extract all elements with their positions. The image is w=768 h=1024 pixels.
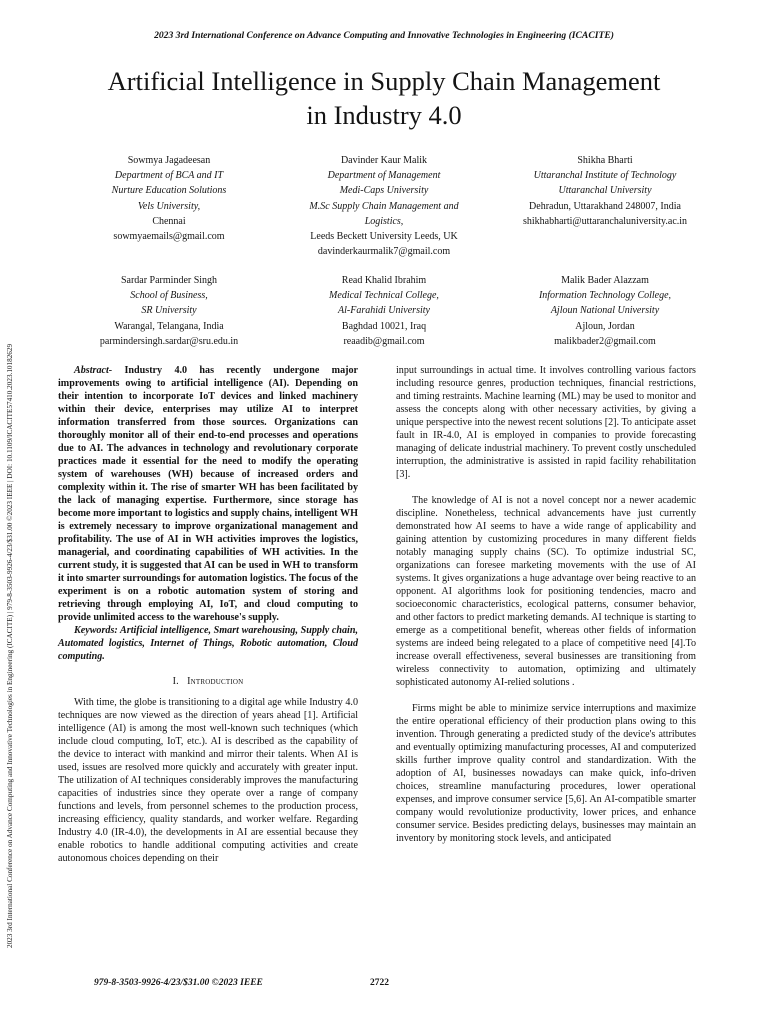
page-number: 2722 [370, 978, 389, 988]
author-affiliation: Department of BCA and IT [114, 170, 224, 182]
author-block-3 [500, 153, 710, 229]
author-email: sowmyaemails@gmail.com [113, 231, 225, 243]
title-line-1: Artificial Intelligence in Supply Chain Management [107, 66, 661, 96]
author-email: davinderkaurmalik7@gmail.com [317, 246, 451, 258]
author-affiliation: Department of Management [327, 170, 441, 182]
author-city: Warangal, Telangana, India [114, 320, 224, 332]
author-affiliation: Uttaranchal Institute of Technology [533, 170, 677, 182]
body-paragraph: input surroundings in actual time. It involves controlling various factors including resource genres, production techniques, financial restrictions, and timing restraints. Machine learning (ML) may be used to monitor and assess the concepts along with other necessary activities, by giving a unique perspective into the newest recent solutions [2]. To anticipate asset fault in IR-4.0, AI is employed in companies to provide forecasting managing of delicate industrial machinery. To prevent costly unscheduled interruption, the administrative is assisted in rapid facility rehabilitation [3]. [396, 365, 696, 480]
author-city: Chennai [152, 215, 186, 227]
author-affiliation: Nurture Education Solutions [111, 185, 227, 197]
author-name: Shikha Bharti [577, 155, 633, 166]
author-affiliation: Ajloun National University [550, 305, 660, 317]
section-number: I. [172, 676, 179, 687]
author-email: shikhabharti@uttaranchaluniversity.ac.in [522, 215, 688, 227]
body-paragraph: Firms might be able to minimize service interruptions and maximize the entire operational efficiency of their production plans owing to this invention. Through generating a predicted study of the device's attributes and eventually optimizing manufacturing processes, AI and computerized skills further improve quality control and standardization. With the adoption of AI, businesses nowadays can make quick, info-driven choices, streamline manufacturing procedures, lower operational expenses, and improve consumer service [5,6]. An AI-compatible smarter company would revolutionize productivity, lower prices, and enhance consumer service. Besides predicting delays, businesses may maintain an inventory by monitoring stock levels, and anticipated [396, 703, 696, 844]
author-name: Sowmya Jagadeesan [127, 155, 211, 166]
section-heading-introduction [58, 675, 358, 688]
author-block-4 [64, 273, 274, 349]
author-email: parmindersingh.sardar@sru.edu.in [99, 335, 239, 347]
intro-paragraph: With time, the globe is transitioning to a digital age while Industry 4.0 techniques are now viewed as the direction of years ahead [1]. Artificial intelligence (AI) is among the most well-known such techniques (which include cloud computing, IoT, etc.). AI is described as the capability of the device to interact with mankind and mirror their talents. When AI is used, issues are resolved more quickly and accurately with greater input. The utilization of AI techniques considerably improves the manufacturing capacities of industries since they operate over a range of company functions and levels, from personnel schemes to the production process, increasing efficiency, quality standards, and worker welfare. Regarding Industry 4.0 (IR-4.0), the developments in AI are essential because they enable robotics to handle additional computing activities and create autonomous choices depending on their [58, 697, 358, 864]
author-block-5 [279, 273, 489, 349]
author-affiliation: Medi-Caps University [339, 185, 429, 197]
author-name: Malik Bader Alazzam [561, 275, 649, 286]
author-email: malikbader2@gmail.com [554, 335, 656, 347]
author-city: Dehradun, Uttarakhand 248007, India [529, 200, 681, 212]
author-city: Baghdad 10021, Iraq [341, 320, 427, 332]
author-affiliation: Vels University, [137, 200, 201, 212]
author-affiliation: School of Business, [130, 290, 208, 302]
side-margin-doi: 2023 3rd International Conference on Advance Computing and Innovative Technologies in Engineering (ICACITE) | 979-8-3503-9926-4/23/$31.00 ©2023 IEEE | DOI: 10.1109/ICACITE57410.2023.10182629 [6, 343, 14, 948]
abstract-text: Industry 4.0 has recently undergone major improvements owing to artificial intelligence (AI). Depending on their intention to incorporate IoT devices and linked machinery within their device, enterprises may utilize AI to interpret information transferred from those sources. Organizations can thoroughly monitor all of their end-to-end processes and operations due to AI. The advances in technology and revolutionary corporate practices made it essential for the need to modify the operating system of warehouses (WH) because of increased orders and complexity within it. The rise of smarter WH has been facilitated by the lack of managing expertise. Furthermore, since storage has become more important to logistics and supply chains, intelligent WH is extremely necessary to improve organizational management and profitability. The use of AI in WH activities improves the logistics, managerial, and coordinating capabilities of WH activities. In the current study, it is suggested that AI can be used in WH to transform it into smarter surroundings for automation logistics. The focus of the experiment is on a robotic automation system of storing and retrieving through employing AI, IoT, and cloud computing to provide unlimited access to the warehouse's supply. [58, 365, 358, 623]
keywords-label: Keywords: [74, 625, 118, 636]
right-column [396, 364, 696, 845]
abstract-label: Abstract- [74, 365, 113, 376]
author-affiliation: Al-Farahidi University [338, 305, 430, 317]
author-name: Read Khalid Ibrahim [341, 275, 427, 286]
author-affiliation: Information Technology College, [538, 290, 672, 302]
author-name: Davinder Kaur Malik [340, 155, 428, 166]
author-affiliation: M.Sc Supply Chain Management and [309, 200, 459, 212]
keywords-text: Artificial intelligence, Smart warehousing, Supply chain, Automated logistics, Internet of Things, Robotic automation, Cloud computing. [58, 625, 358, 662]
author-city: Ajloun, Jordan [575, 320, 635, 332]
author-affiliation: SR University [141, 305, 197, 317]
author-city: Leeds Beckett University Leeds, UK [310, 231, 458, 243]
keywords [58, 624, 358, 663]
author-affiliation: Logistics, [364, 215, 404, 227]
body-paragraph: The knowledge of AI is not a novel concept nor a newer academic discipline. Nonetheless, technical advancements have just currently demonstrated how AI seems to have a wide range of applicability and gaining attention by customizing procedures in many different fields notably managing supply chains (SC). To optimize industrial SC, organizations can foresee marketing movements with the use of AI systems. It gives organizations a huge advantage over being reactive to an opponent. AI algorithms look for positioning tendencies, macro and socioeconomic characteristics, ecological patterns, consumer behavior, and other factors to predict marketing demands. AI technique is starting to emerge as a competitional benefit, whereas other fields of information systems are indeed being relegated to a place of competitive need [4].To increase overall effectiveness, several businesses are transitioning from wireless connectivity to automation, optimizing and ultimately sophisticated autonomy AI-relied solutions . [396, 495, 696, 688]
author-block-1 [64, 153, 274, 244]
abstract [58, 364, 358, 624]
author-email: reaadib@gmail.com [343, 335, 425, 347]
conference-header: 2023 3rd International Conference on Advance Computing and Innovative Technologies in Engineering (ICACITE) [154, 30, 614, 41]
author-affiliation: Medical Technical College, [329, 290, 439, 302]
author-block-6 [500, 273, 710, 349]
author-block-2 [279, 153, 489, 259]
paper-title [40, 64, 728, 132]
title-line-2: in Industry 4.0 [306, 100, 462, 130]
section-title: Introduction [187, 676, 244, 687]
author-affiliation: Uttaranchal University [558, 185, 652, 197]
author-name: Sardar Parminder Singh [120, 275, 218, 286]
left-column [58, 364, 358, 865]
footer-isbn: 979-8-3503-9926-4/23/$31.00 ©2023 IEEE [94, 978, 263, 988]
